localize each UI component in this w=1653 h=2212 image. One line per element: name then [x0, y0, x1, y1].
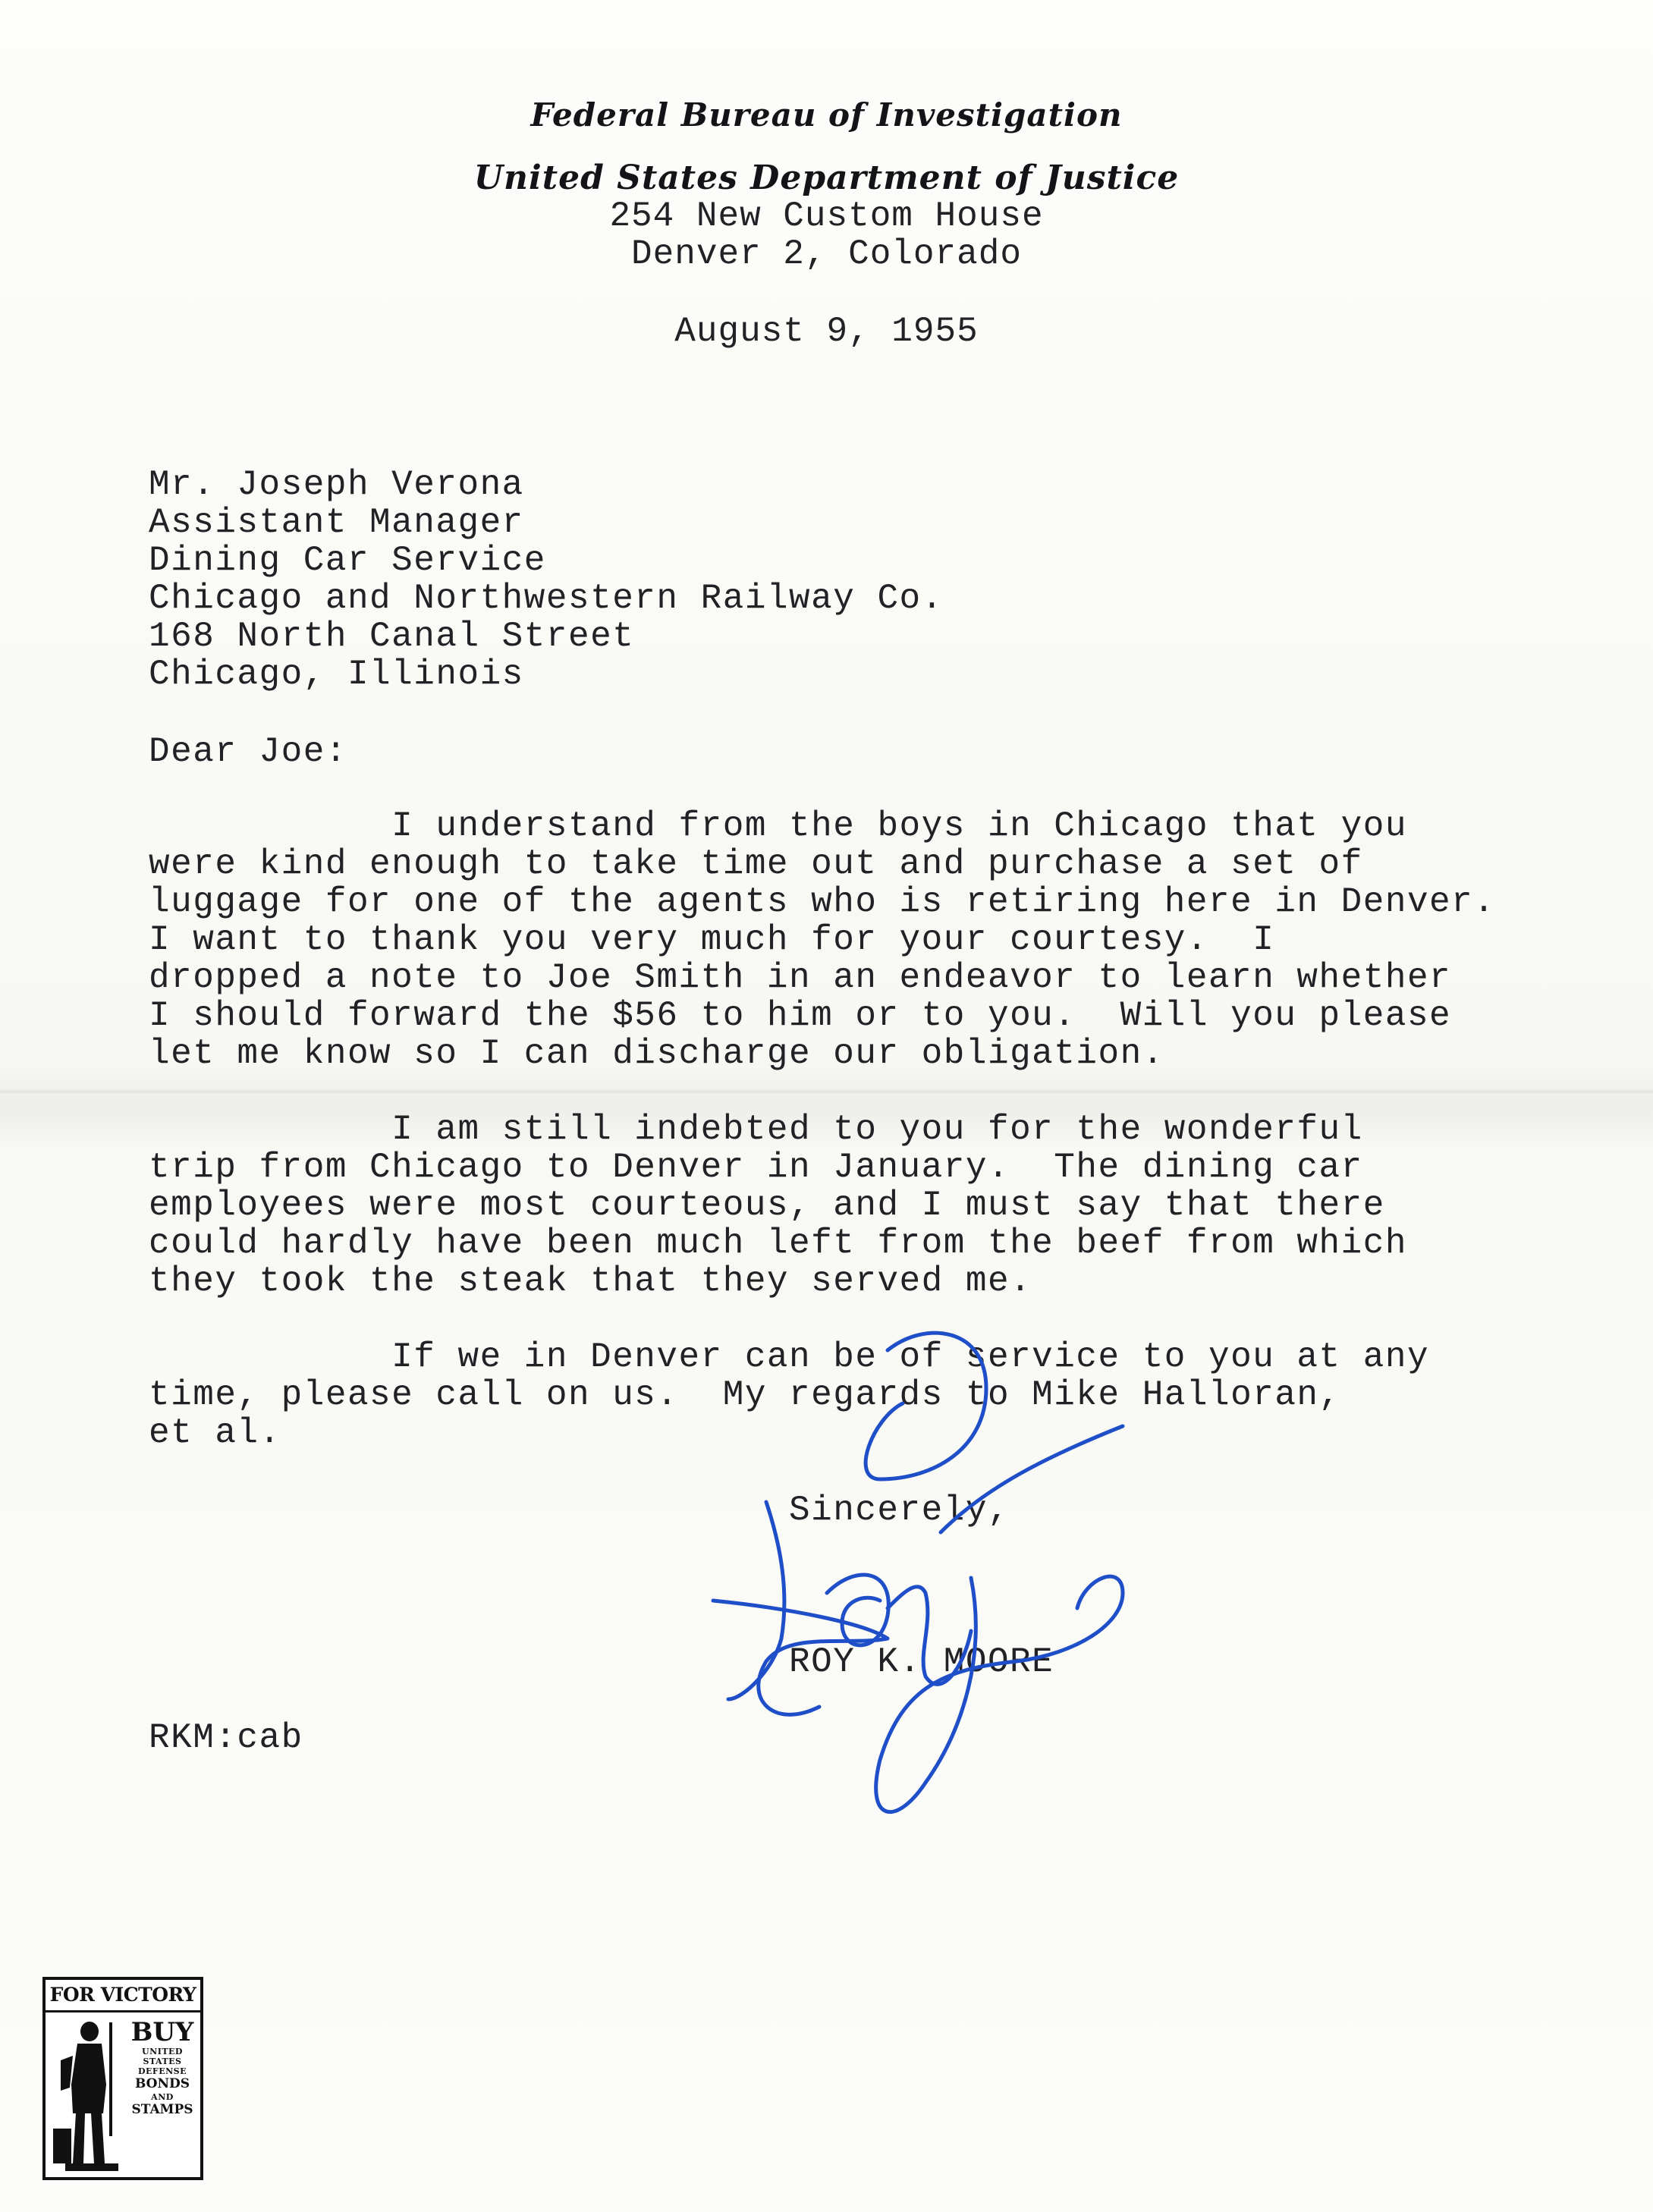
recipient-line: 168 North Canal Street [149, 617, 635, 656]
paragraph-line: trip from Chicago to Denver in January. The dining car [149, 1148, 1363, 1187]
paper-fold-line [0, 1089, 1653, 1094]
stamp-states: STATES [143, 2056, 182, 2066]
paragraph-line: time, please call on us. My regards to Mike Halloran, [149, 1375, 1341, 1415]
paragraph-line: I am still indebted to you for the wonderful [149, 1110, 1363, 1149]
paragraph-line: I understand from the boys in Chicago that you [149, 806, 1407, 846]
stamp-and: AND [151, 2092, 174, 2102]
closing: Sincerely, [789, 1491, 1010, 1530]
paragraph-line: could hardly have been much left from the beef from which [149, 1224, 1407, 1263]
recipient-line: Mr. Joseph Verona [149, 465, 524, 504]
recipient-line: Assistant Manager [149, 503, 524, 542]
stamp-defense: DEFENSE [138, 2066, 187, 2076]
paragraph-line: were kind enough to take time out and purchase a set of [149, 844, 1363, 884]
paragraph-line: luggage for one of the agents who is retiring here in Denver. [149, 882, 1496, 922]
handwritten-signature [698, 1305, 1183, 1851]
letterhead-department: United States Department of Justice [473, 159, 1180, 197]
letterhead-bureau: Federal Bureau of Investigation [530, 96, 1123, 134]
paragraph-line: employees were most courteous, and I must say that there [149, 1186, 1385, 1225]
paragraph-line: they took the steak that they served me. [149, 1262, 1032, 1301]
salutation: Dear Joe: [149, 732, 347, 771]
stamp-stamps: STAMPS [131, 2102, 193, 2117]
letter-date: August 9, 1955 [674, 312, 979, 351]
victory-bonds-stamp [42, 1977, 203, 2180]
paragraph-line: I should forward the $56 to him or to you. Will you please [149, 996, 1452, 1035]
stamp-united: UNITED [142, 2047, 183, 2056]
letterhead-address-line1: 254 New Custom House [609, 196, 1044, 236]
signer-name: ROY K. MOORE [789, 1642, 1054, 1682]
typist-initials: RKM:cab [149, 1718, 303, 1758]
minuteman-figure-icon [50, 2015, 126, 2176]
paragraph-line: I want to thank you very much for your courtesy. I [149, 920, 1275, 960]
paragraph-line: dropped a note to Joe Smith in an endeavor to learn whether [149, 958, 1452, 998]
stamp-for-victory: FOR VICTORY [46, 1980, 200, 2012]
paragraph-line: et al. [149, 1413, 281, 1453]
stamp-buy: BUY [130, 2017, 194, 2047]
recipient-line: Chicago and Northwestern Railway Co. [149, 579, 944, 618]
stamp-bonds: BONDS [134, 2076, 190, 2091]
letterhead-address-line2: Denver 2, Colorado [631, 234, 1022, 274]
paragraph-line: If we in Denver can be of service to you at any [149, 1337, 1430, 1377]
stamp-text-block [124, 2018, 200, 2118]
recipient-line: Dining Car Service [149, 541, 546, 580]
recipient-line: Chicago, Illinois [149, 655, 524, 694]
paragraph-line: let me know so I can discharge our obligation. [149, 1034, 1164, 1073]
